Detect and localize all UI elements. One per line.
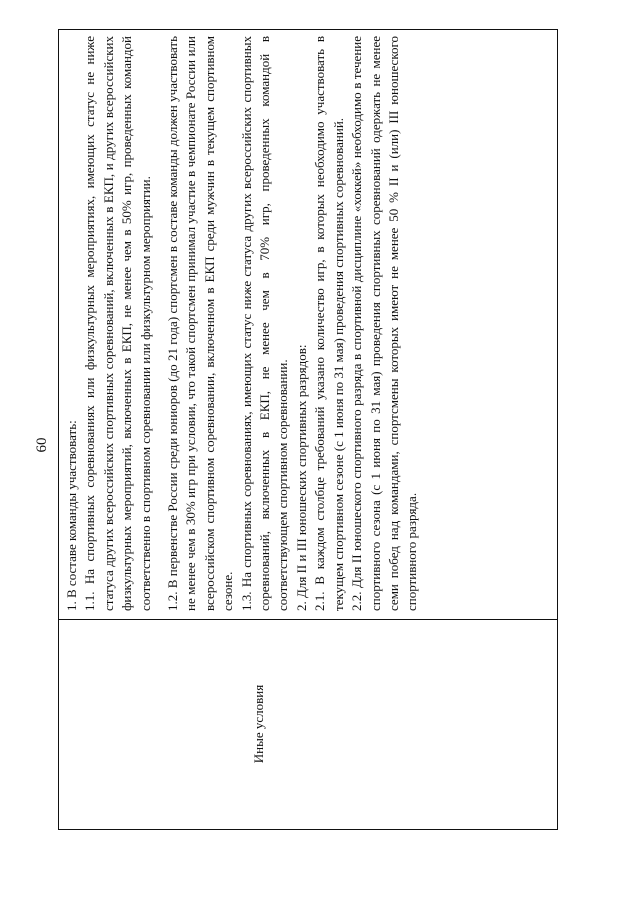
paragraph-2-2: 2.2. Для II юношеского спортивного разряда в спортивной дисциплине «хоккей» необходимо в течение спортивного сезона (с 1 июня по 31 мая) проведения спортивных соревнований одержать не менее семи побед над командами, спортсмены которых имеют не менее 50 % II и (или) III юношеского спортивного разряда. <box>349 36 420 611</box>
table-content-cell <box>59 30 557 619</box>
paragraph-1: 1. В составе команды участвовать: <box>64 420 79 611</box>
page-number: 60 <box>34 437 50 453</box>
paragraph-1-1: 1.1. На спортивных соревнованиях или физкультурных мероприятиях, имеющих статус не ниже статуса других всероссийских спортивных соревнований, включенных в ЕКП, и других всероссийских физкультурных мероприятий, включенных в ЕКП, не менее чем в 50% игр, проведенных командой соответственно в спортивном соревновании или физкультурном мероприятии. <box>82 36 153 611</box>
paragraph-2-1: 2.1. В каждом столбце требований указано количество игр, в которых необходимо участвовать в текущем спортивном сезоне (с 1 июня по 31 мая) проведения спортивных соревнований. <box>312 36 346 611</box>
paragraph-1-2: 1.2. В первенстве России среди юниоров (до 21 года) спортсмен в составе команды должен участвовать не менее чем в 30% игр при условии, что такой спортсмен принимал участие в чемпионате России или всероссийском спортивном соревновании, включенном в ЕКП среди мужчин в текущем спортивном сезоне. <box>165 36 236 611</box>
paragraph-1-3: 1.3. На спортивных соревнованиях, имеющих статус ниже статуса других всероссийских спортивных соревнований, включенных в ЕКП, не менее чем в 70% игр, проведенных командой в соответствующем спортивном соревновании. <box>238 36 291 611</box>
row-label: Иные условия <box>251 684 266 764</box>
conditions-table <box>58 29 558 830</box>
paragraph-2: 2. Для II и III юношеских спортивных разрядов: <box>293 344 309 611</box>
table-label-cell <box>59 619 557 829</box>
